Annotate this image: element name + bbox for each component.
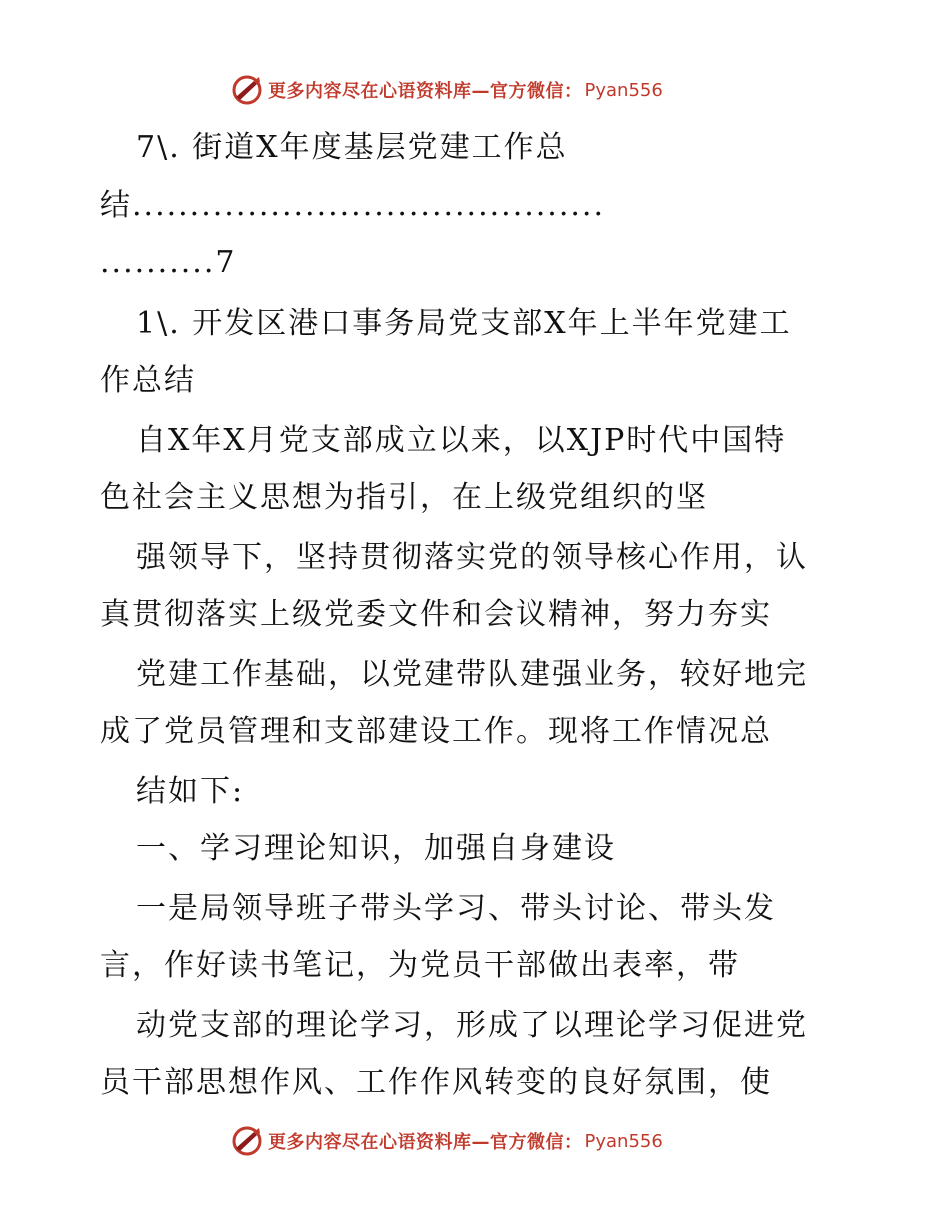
paragraph-line: 党建工作基础，以党建带队建强业务，较好地完 <box>136 657 808 692</box>
paragraph-line: 强领导下，坚持贯彻落实党的领导核心作用，认 <box>136 540 808 575</box>
paragraph-line: 言，作好读书笔记，为党员干部做出表率，带 <box>100 948 740 983</box>
subsection-heading: 一、学习理论知识，加强自身建设 <box>136 831 616 866</box>
paragraph-line: 动党支部的理论学习，形成了以理论学习促进党 <box>136 1008 808 1043</box>
paragraph-line: 成了党员管理和支部建设工作。现将工作情况总 <box>100 714 772 749</box>
watermark-banner-bottom <box>230 1121 750 1161</box>
watermark-account-text: Pyan556 <box>584 79 663 101</box>
paragraph-line: 自X年X月党支部成立以来，以XJP时代中国特 <box>136 423 787 458</box>
watermark-account-text: Pyan556 <box>584 1130 663 1152</box>
paragraph-line: 结如下: <box>136 774 245 809</box>
paragraph-line: 真贯彻落实上级党委文件和会议精神，努力夯实 <box>100 597 772 632</box>
toc-entry-7-title: 7\. 街道X年度基层党建工作总 <box>136 130 568 165</box>
toc-entry-7-leader: 结......................................... <box>100 188 605 223</box>
watermark-brand-text: 更多内容尽在心语资料库—官方微信： <box>268 81 583 102</box>
paragraph-line: 一是局领导班子带头学习、带头讨论、带头发 <box>136 891 776 926</box>
paragraph-line: 色社会主义思想为指引，在上级党组织的坚 <box>100 480 708 515</box>
watermark-banner-top <box>230 70 750 110</box>
section-heading-line-2: 作总结 <box>100 363 196 398</box>
paragraph-line: 员干部思想作风、工作作风转变的良好氛围，使 <box>100 1065 772 1100</box>
watermark-logo-icon <box>230 73 264 107</box>
watermark-brand-text: 更多内容尽在心语资料库—官方微信： <box>268 1132 583 1153</box>
section-heading-line-1: 1\. 开发区港口事务局党支部X年上半年党建工 <box>136 306 792 341</box>
toc-entry-7-page: ..........7 <box>100 245 237 280</box>
watermark-logo-icon <box>230 1124 264 1158</box>
